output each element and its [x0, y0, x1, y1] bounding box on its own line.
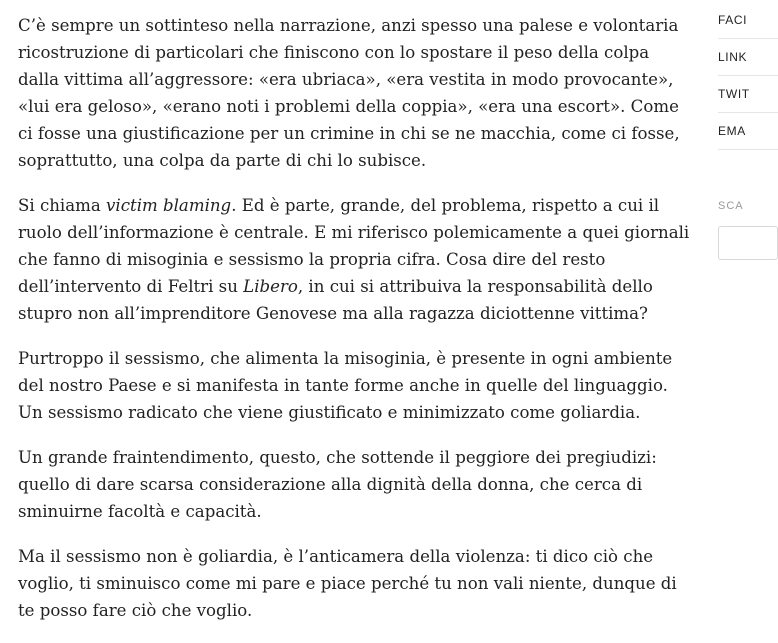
- search-label: SCA: [718, 200, 744, 212]
- share-linkedin-link[interactable]: LINK: [718, 39, 778, 76]
- share-facebook-link[interactable]: FACI: [718, 2, 778, 39]
- article-paragraph-3: Purtroppo il sessismo, che alimenta la misoginia, è presente in ogni ambiente del nostro Paese e si manifesta in tante forme anche in quelle del linguaggio. Un sessismo radicato che viene giustificato e minimizzato come goliardia.: [18, 349, 673, 422]
- sidebar: [718, 0, 778, 212]
- article-paragraph-5: Ma il sessismo non è goliardia, è l’anticamera della violenza: ti dico ciò che voglio, ti sminuisco come mi pare e piace perché tu non vali niente, dunque di te posso fare ciò che voglio.: [18, 547, 677, 620]
- paragraph-2-text-c: , in cui si attribuiva la responsabilità dello stupro non all’imprenditore Genovese ma alla ragazza diciottenne vittima?: [18, 277, 653, 323]
- libero-newspaper-name: Libero: [243, 277, 298, 296]
- article-paragraph-4: Un grande fraintendimento, questo, che sottende il peggiore dei pregiudizi: quello di dare scarsa considerazione alla dignità della donna, che cerca di sminuirne facoltà e capacità.: [18, 448, 657, 521]
- victim-blaming-term: victim blaming: [106, 196, 232, 215]
- article-body: [18, 12, 690, 642]
- paragraph-2-text-a: Si chiama: [18, 196, 107, 215]
- paragraph-2-text-b: . Ed è parte, grande, del problema, rispetto a cui il ruolo dell’informazione è centrale. E mi riferisco polemicamente a quei giornali che fanno di misoginia e sessismo la propria cifra. Cosa dire del resto dell’intervento di Feltri su: [18, 196, 690, 296]
- search-input[interactable]: [718, 226, 778, 260]
- share-list: [718, 2, 778, 150]
- article-paragraph-1: C’è sempre un sottinteso nella narrazione, anzi spesso una palese e volontaria ricostruzione di particolari che finiscono con lo spostare il peso della colpa dalla vittima all’aggressore: «era ubriaca», «era vestita in modo provocante», «lui era geloso», «erano noti i problemi della coppia», «era una escort». Come ci fosse una giustificazione per un crimine in chi se ne macchia, come ci fosse, soprattutto, una colpa da parte di chi lo subisce.: [18, 16, 680, 170]
- share-twitter-link[interactable]: TWIT: [718, 76, 778, 113]
- share-email-link[interactable]: EMA: [718, 113, 778, 150]
- article-paragraph-2: [18, 192, 690, 327]
